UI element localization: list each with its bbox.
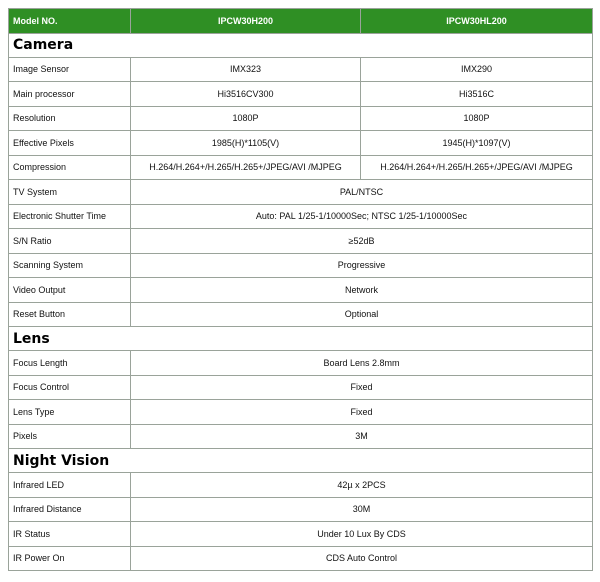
value-shared: 42µ x 2PCS [131, 473, 593, 498]
row-label: Resolution [9, 106, 131, 131]
table-row [9, 546, 593, 571]
value-a: 1080P [131, 106, 361, 131]
row-label: Electronic Shutter Time [9, 204, 131, 229]
value-shared: 30M [131, 497, 593, 522]
row-label: Main processor [9, 82, 131, 107]
header-row [9, 9, 593, 34]
value-shared: Progressive [131, 253, 593, 278]
value-shared: Auto: PAL 1/25-1/10000Sec; NTSC 1/25-1/10000Sec [131, 204, 593, 229]
section-title-night-vision: Night Vision [9, 449, 593, 473]
spec-table [8, 8, 593, 571]
value-shared: CDS Auto Control [131, 546, 593, 571]
value-a: H.264/H.264+/H.265/H.265+/JPEG/AVI /MJPEG [131, 155, 361, 180]
section-night-vision [9, 449, 593, 473]
row-label: Focus Length [9, 351, 131, 376]
section-lens [9, 327, 593, 351]
section-title-lens: Lens [9, 327, 593, 351]
section-title-camera: Camera [9, 33, 593, 57]
value-a: 1985(H)*1105(V) [131, 131, 361, 156]
value-shared: Under 10 Lux By CDS [131, 522, 593, 547]
table-row [9, 180, 593, 205]
row-label: Scanning System [9, 253, 131, 278]
value-shared: ≥52dB [131, 229, 593, 254]
row-label: IR Status [9, 522, 131, 547]
section-camera [9, 33, 593, 57]
row-label: Image Sensor [9, 57, 131, 82]
table-row [9, 424, 593, 449]
table-row [9, 253, 593, 278]
table-row [9, 229, 593, 254]
table-row [9, 57, 593, 82]
row-label: Video Output [9, 278, 131, 303]
row-label: Infrared LED [9, 473, 131, 498]
value-shared: Optional [131, 302, 593, 327]
value-shared: Fixed [131, 375, 593, 400]
value-b: Hi3516C [361, 82, 593, 107]
table-row [9, 375, 593, 400]
row-label: Pixels [9, 424, 131, 449]
value-a: Hi3516CV300 [131, 82, 361, 107]
table-row [9, 131, 593, 156]
table-row [9, 278, 593, 303]
row-label: Effective Pixels [9, 131, 131, 156]
value-b: 1945(H)*1097(V) [361, 131, 593, 156]
table-row [9, 497, 593, 522]
row-label: Infrared Distance [9, 497, 131, 522]
row-label: S/N Ratio [9, 229, 131, 254]
model-b: IPCW30HL200 [361, 9, 593, 34]
value-shared: Network [131, 278, 593, 303]
table-row [9, 155, 593, 180]
table-row [9, 400, 593, 425]
value-shared: 3M [131, 424, 593, 449]
table-row [9, 522, 593, 547]
value-shared: Board Lens 2.8mm [131, 351, 593, 376]
model-a: IPCW30H200 [131, 9, 361, 34]
table-row [9, 204, 593, 229]
value-b: IMX290 [361, 57, 593, 82]
row-label: IR Power On [9, 546, 131, 571]
row-label: Lens Type [9, 400, 131, 425]
row-label: Compression [9, 155, 131, 180]
table-row [9, 351, 593, 376]
row-label: Focus Control [9, 375, 131, 400]
value-b: 1080P [361, 106, 593, 131]
table-row [9, 82, 593, 107]
value-a: IMX323 [131, 57, 361, 82]
model-label: Model NO. [9, 9, 131, 34]
spec-sheet [8, 8, 592, 571]
table-row [9, 473, 593, 498]
table-row [9, 106, 593, 131]
row-label: Reset Button [9, 302, 131, 327]
value-b: H.264/H.264+/H.265/H.265+/JPEG/AVI /MJPEG [361, 155, 593, 180]
row-label: TV System [9, 180, 131, 205]
value-shared: Fixed [131, 400, 593, 425]
value-shared: PAL/NTSC [131, 180, 593, 205]
table-row [9, 302, 593, 327]
